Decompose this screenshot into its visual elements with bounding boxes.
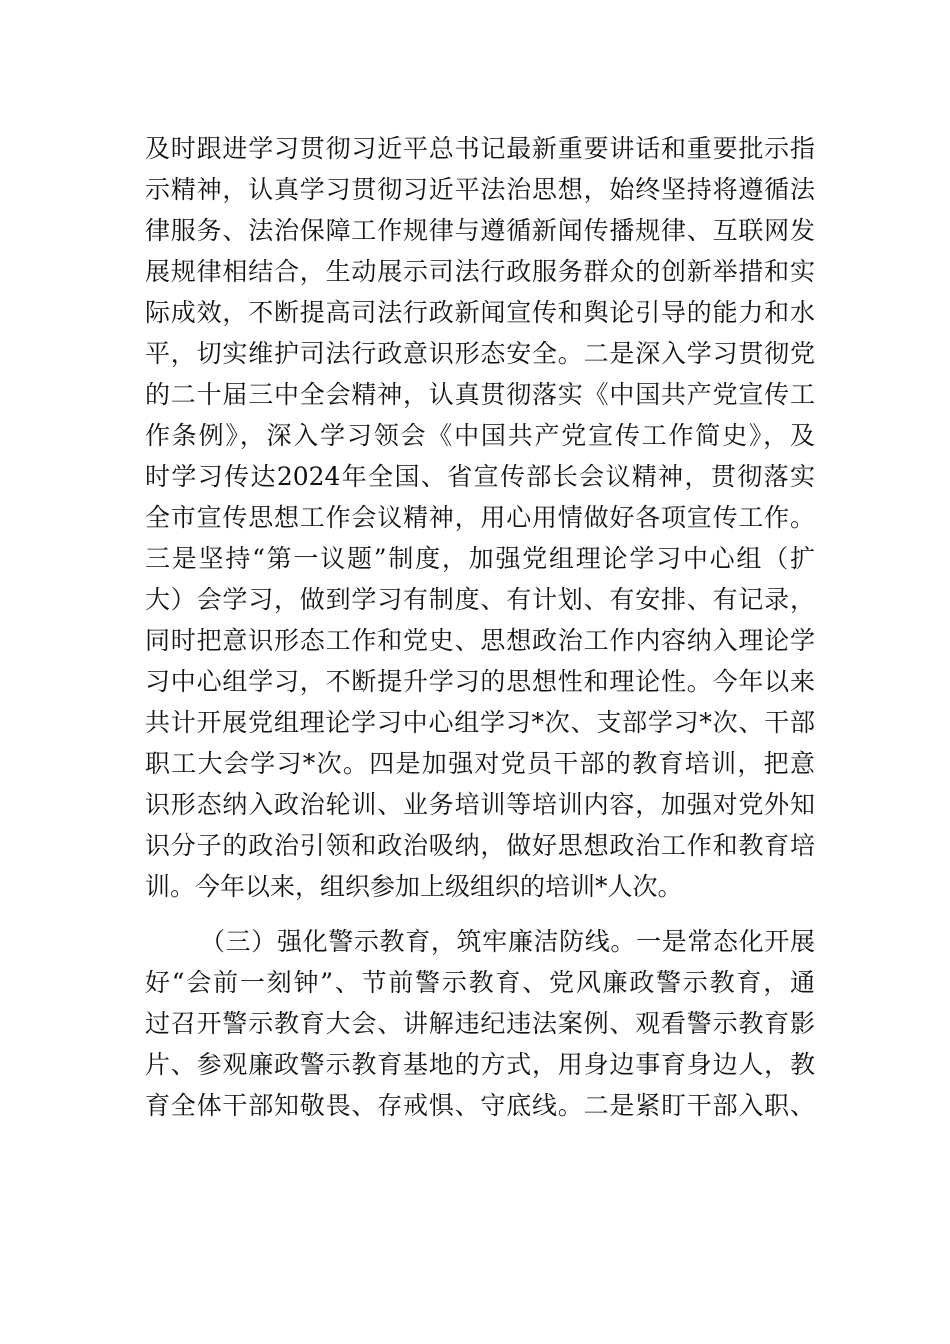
paragraph-1-line: 识形态纳入政治轮训、业务培训等培训内容，加强对党外知: [145, 790, 815, 819]
paragraph-1-line: 共计开展党组理论学习中心组学习*次、支部学习*次、干部: [145, 708, 815, 737]
paragraph-1-line: 同时把意识形态工作和党史、思想政治工作内容纳入理论学: [145, 626, 815, 655]
paragraph-1-line: 平，切实维护司法行政意识形态安全。二是深入学习贯彻党: [145, 339, 815, 368]
paragraph-1-line: 大）会学习，做到学习有制度、有计划、有安排、有记录，: [145, 585, 815, 614]
paragraph-1-line: 全市宣传思想工作会议精神，用心用情做好各项宣传工作。: [145, 503, 815, 532]
paragraph-1-line: 训。今年以来，组织参加上级组织的培训*人次。: [145, 872, 683, 901]
paragraph-2-line: 片、参观廉政警示教育基地的方式，用身边事育身边人，教: [145, 1050, 815, 1079]
paragraph-2: [145, 921, 815, 1126]
paragraph-spacer: [145, 907, 815, 921]
paragraph-1-line: 三是坚持“第一议题”制度，加强党组理论学习中心组（扩: [145, 544, 815, 573]
paragraph-1-line: 的二十届三中全会精神，认真贯彻落实《中国共产党宣传工: [145, 380, 815, 409]
paragraph-1-line: 时学习传达2024年全国、省宣传部长会议精神，贯彻落实: [145, 462, 815, 491]
paragraph-1-line: 职工大会学习*次。四是加强对党员干部的教育培训，把意: [145, 749, 815, 778]
paragraph-2-line: （三）强化警示教育，筑牢廉洁防线。一是常态化开展: [200, 927, 815, 956]
paragraph-1-line: 识分子的政治引领和政治吸纳，做好思想政治工作和教育培: [145, 831, 815, 860]
paragraph-2-line: 育全体干部知敬畏、存戒惧、守底线。二是紧盯干部入职、: [145, 1091, 815, 1120]
paragraph-2-line: 好“会前一刻钟”、节前警示教育、党风廉政警示教育，通: [145, 968, 815, 997]
paragraph-2-line: 过召开警示教育大会、讲解违纪违法案例、观看警示教育影: [145, 1009, 815, 1038]
paragraph-1-line: 作条例》，深入学习领会《中国共产党宣传工作简史》，及: [145, 421, 815, 450]
paragraph-1-line: 示精神，认真学习贯彻习近平法治思想，始终坚持将遵循法: [145, 175, 815, 204]
paragraph-1: [145, 128, 815, 907]
paragraph-1-line: 习中心组学习，不断提升学习的思想性和理论性。今年以来: [145, 667, 815, 696]
paragraph-1-line: 律服务、法治保障工作规律与遵循新闻传播规律、互联网发: [145, 216, 815, 245]
paragraph-1-line: 展规律相结合，生动展示司法行政服务群众的创新举措和实: [145, 257, 815, 286]
paragraph-1-line: 际成效，不断提高司法行政新闻宣传和舆论引导的能力和水: [145, 298, 815, 327]
document-body: [145, 128, 815, 1126]
paragraph-1-line: 及时跟进学习贯彻习近平总书记最新重要讲话和重要批示指: [145, 134, 815, 163]
